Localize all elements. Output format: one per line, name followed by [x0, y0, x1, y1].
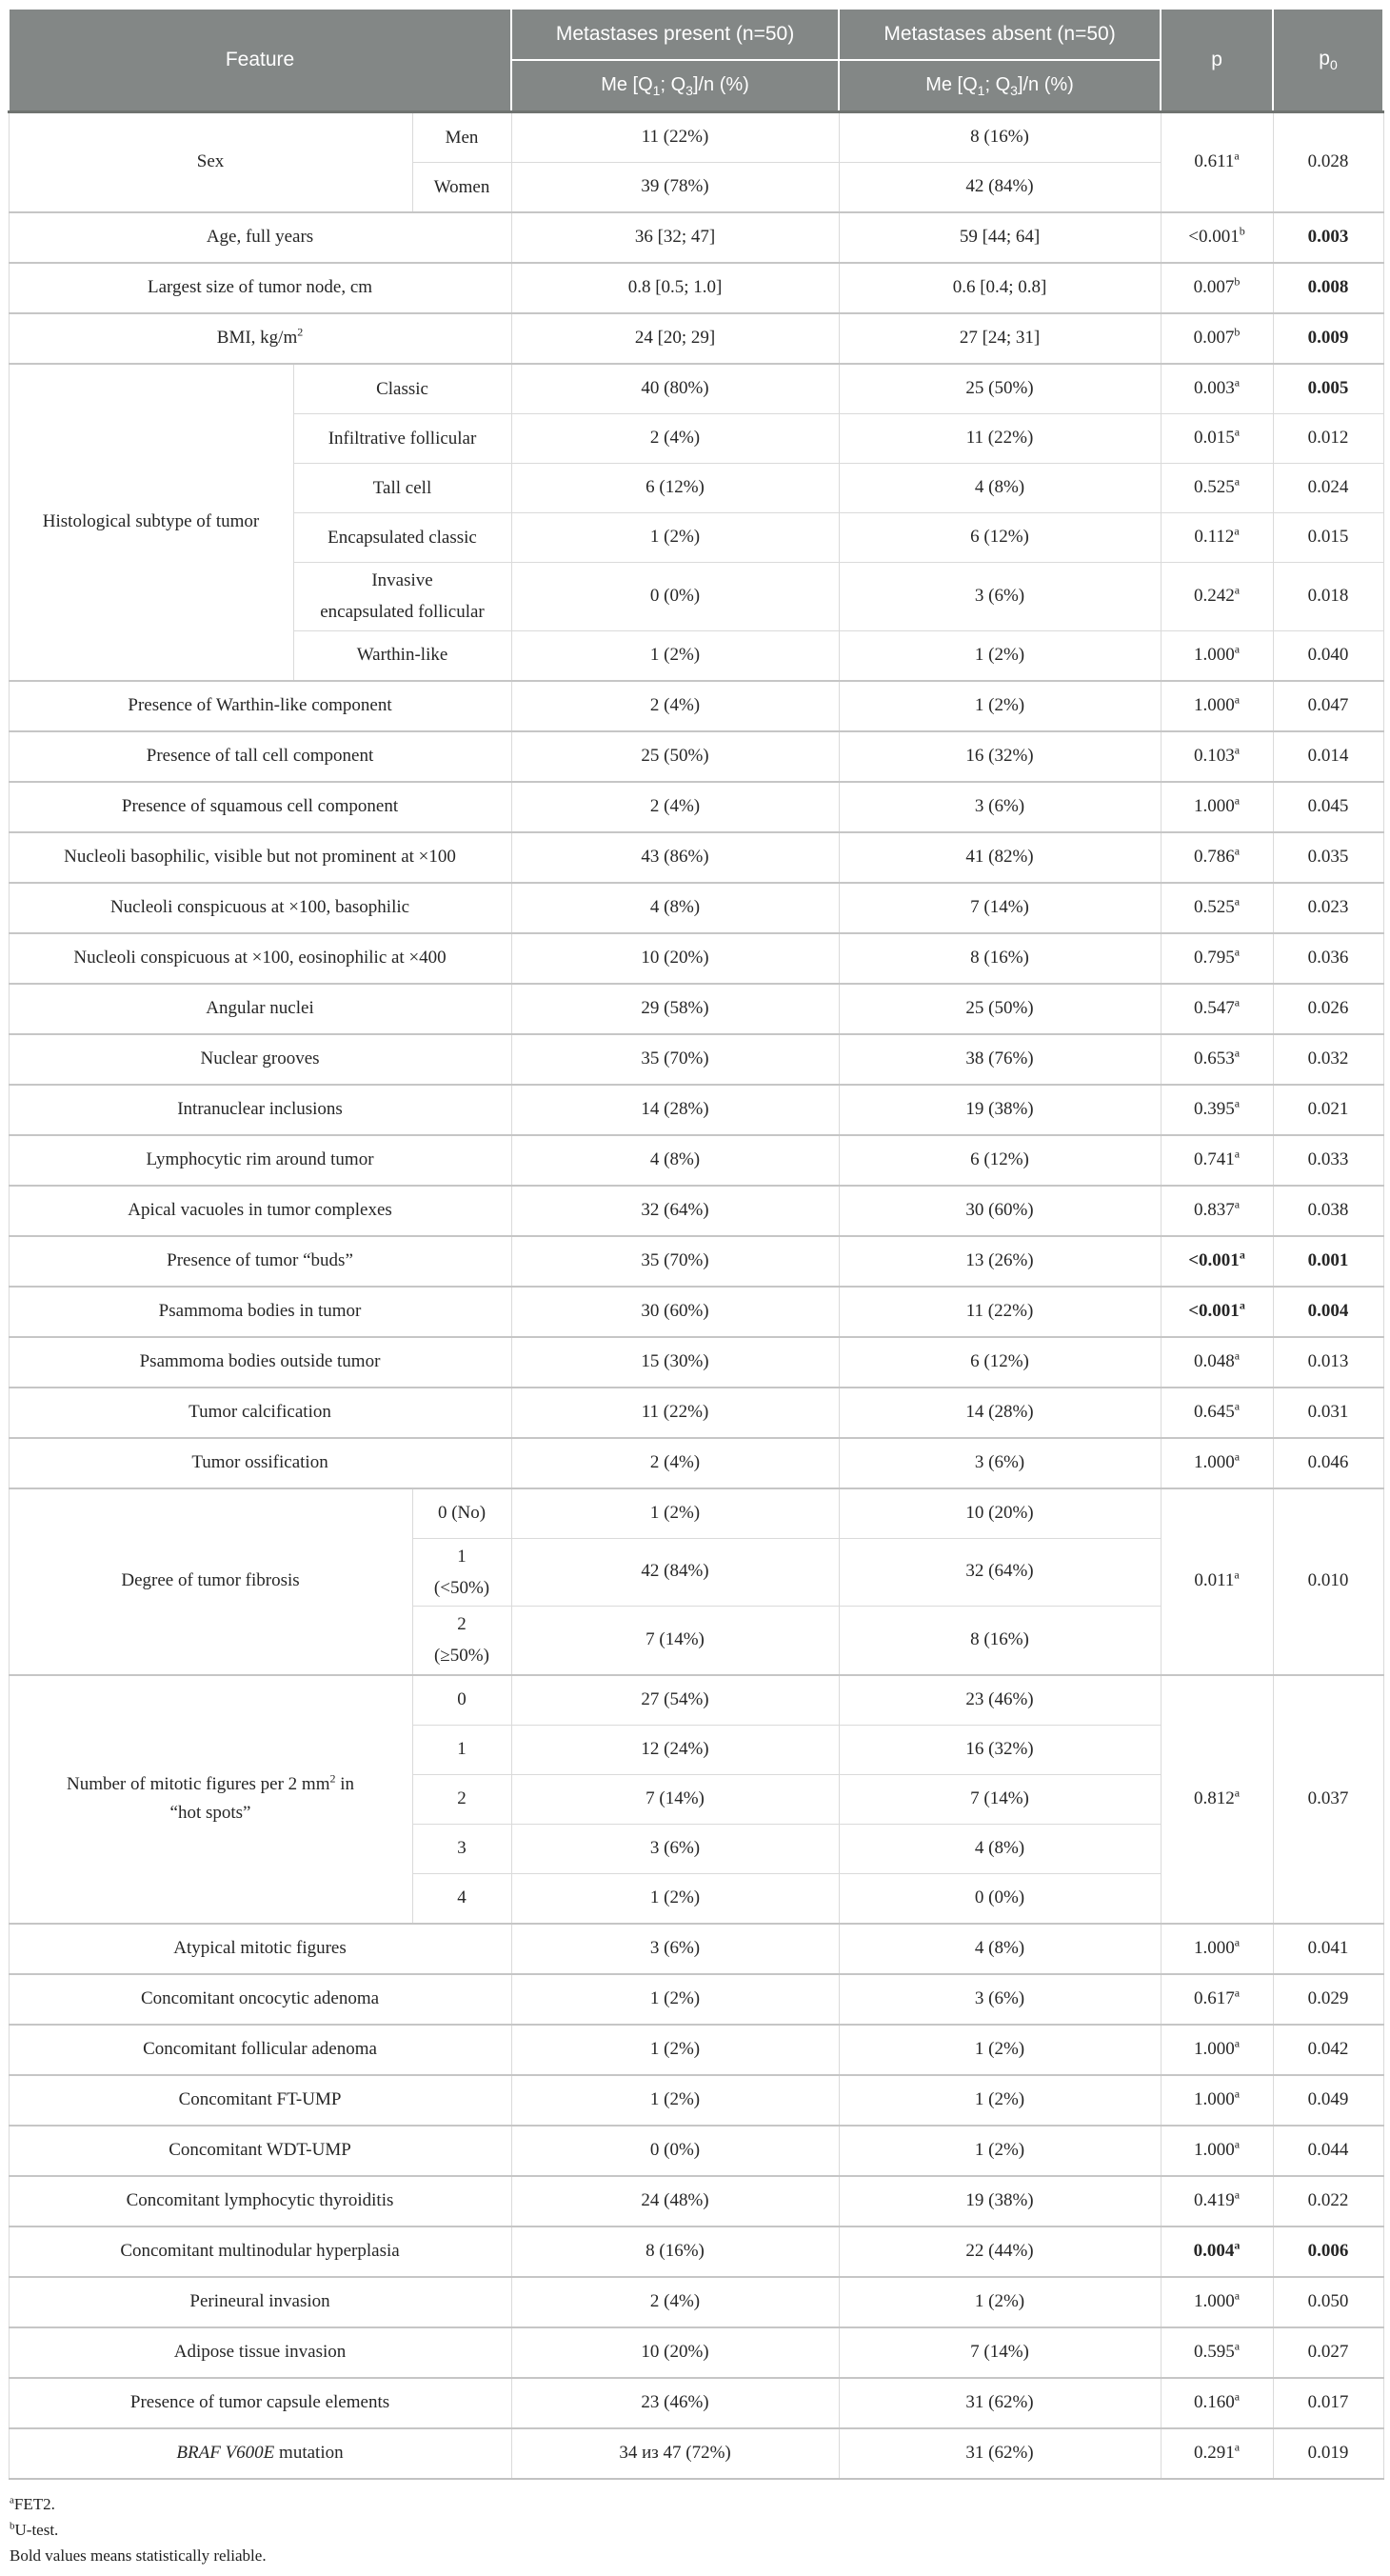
feature-cell: Presence of tall cell component: [9, 731, 511, 782]
p-value-cell: 0.001: [1273, 1236, 1383, 1287]
p-value-cell: 0.023: [1273, 883, 1383, 933]
p-value-cell: 0.611$^a$: [1161, 112, 1273, 213]
col-subheader-absent-stat: Me [$Q_1$; $Q_3]/n$ (%): [839, 60, 1161, 112]
value-cell: 35 (70%): [511, 1034, 839, 1085]
p-value-cell: 0.653$^a$: [1161, 1034, 1273, 1085]
table-body: [9, 112, 1383, 2479]
value-cell: 8 (16%): [839, 933, 1161, 984]
subfeature-cell: 1: [412, 1725, 511, 1774]
value-cell: 1 (2%): [511, 1488, 839, 1539]
value-cell: 2 (4%): [511, 2277, 839, 2327]
p-value-cell: 0.525$^a$: [1161, 883, 1273, 933]
value-cell: 7 (14%): [839, 2327, 1161, 2378]
value-cell: 30 (60%): [511, 1287, 839, 1337]
value-cell: 34 из 47 (72%): [511, 2428, 839, 2479]
value-cell: 0 (0%): [511, 563, 839, 631]
table-row: [9, 984, 1383, 1034]
p-value-cell: 0.041: [1273, 1924, 1383, 1974]
value-cell: 27 [24; 31]: [839, 313, 1161, 364]
value-cell: 11 (22%): [511, 112, 839, 163]
table-row: [9, 681, 1383, 731]
p-value-cell: 0.012: [1273, 414, 1383, 464]
p-value-cell: 0.014: [1273, 731, 1383, 782]
feature-cell: Nucleoli basophilic, visible but not prominent at ×100: [9, 832, 511, 883]
p-value-cell: 0.011$^a$: [1161, 1488, 1273, 1675]
value-cell: 19 (38%): [839, 2176, 1161, 2227]
col-header-p: p: [1161, 9, 1273, 112]
p-value-cell: 0.595$^a$: [1161, 2327, 1273, 2378]
table-row: [9, 1438, 1383, 1488]
p-value-cell: 1.000$^a$: [1161, 2025, 1273, 2075]
value-cell: 25 (50%): [511, 731, 839, 782]
p-value-cell: 0.795$^a$: [1161, 933, 1273, 984]
feature-cell: Histological subtype of tumor: [9, 364, 293, 681]
p-value-cell: 0.037: [1273, 1675, 1383, 1924]
subfeature-cell: Invasive encapsulated follicular: [293, 563, 511, 631]
p-value-cell: 0.741$^a$: [1161, 1135, 1273, 1186]
value-cell: 1 (2%): [839, 2075, 1161, 2126]
p-value-cell: 0.004: [1273, 1287, 1383, 1337]
table-row: [9, 1337, 1383, 1388]
p-value-cell: <0.001$^a$: [1161, 1236, 1273, 1287]
feature-cell: Psammoma bodies outside tumor: [9, 1337, 511, 1388]
value-cell: 31 (62%): [839, 2428, 1161, 2479]
value-cell: 3 (6%): [839, 563, 1161, 631]
feature-cell: Age, full years: [9, 212, 511, 263]
value-cell: 40 (80%): [511, 364, 839, 414]
value-cell: 7 (14%): [839, 1774, 1161, 1824]
p-value-cell: 0.021: [1273, 1085, 1383, 1135]
feature-cell: Concomitant WDT-UMP: [9, 2126, 511, 2176]
p-value-cell: 1.000$^a$: [1161, 1438, 1273, 1488]
p-value-cell: 0.047: [1273, 681, 1383, 731]
p-value-cell: 0.004$^a$: [1161, 2227, 1273, 2277]
feature-cell: Perineural invasion: [9, 2277, 511, 2327]
p-value-cell: 0.009: [1273, 313, 1383, 364]
p-value-cell: 0.010: [1273, 1488, 1383, 1675]
value-cell: 30 (60%): [839, 1186, 1161, 1236]
value-cell: 10 (20%): [511, 933, 839, 984]
value-cell: 4 (8%): [511, 883, 839, 933]
p-value-cell: 0.019: [1273, 2428, 1383, 2479]
table-row: [9, 782, 1383, 832]
table-row: [9, 731, 1383, 782]
table-row: [9, 313, 1383, 364]
value-cell: 6 (12%): [511, 464, 839, 513]
p-value-cell: 0.103$^a$: [1161, 731, 1273, 782]
col-header-feature: Feature: [9, 9, 511, 112]
subfeature-cell: Men: [412, 112, 511, 163]
footnote-b: $^b$U-test.: [10, 2520, 59, 2539]
subfeature-cell: 0: [412, 1675, 511, 1726]
value-cell: 3 (6%): [839, 1974, 1161, 2025]
value-cell: 31 (62%): [839, 2378, 1161, 2428]
value-cell: 6 (12%): [839, 1135, 1161, 1186]
feature-cell: Presence of tumor capsule elements: [9, 2378, 511, 2428]
value-cell: 14 (28%): [511, 1085, 839, 1135]
table-row: [9, 1388, 1383, 1438]
p-value-cell: 0.005: [1273, 364, 1383, 414]
value-cell: 12 (24%): [511, 1725, 839, 1774]
feature-cell: Nuclear grooves: [9, 1034, 511, 1085]
p-value-cell: 0.049: [1273, 2075, 1383, 2126]
p-value-cell: 1.000$^a$: [1161, 2126, 1273, 2176]
p-value-cell: 1.000$^a$: [1161, 2277, 1273, 2327]
value-cell: 42 (84%): [839, 163, 1161, 213]
table-row: [9, 2428, 1383, 2479]
results-table: [8, 8, 1384, 2480]
value-cell: 7 (14%): [511, 1774, 839, 1824]
table-row: [9, 212, 1383, 263]
feature-cell: Presence of squamous cell component: [9, 782, 511, 832]
p-value-cell: 1.000$^a$: [1161, 2075, 1273, 2126]
value-cell: 39 (78%): [511, 163, 839, 213]
value-cell: 0 (0%): [511, 2126, 839, 2176]
value-cell: 11 (22%): [839, 414, 1161, 464]
footnote-a: $^a$FET2.: [10, 2493, 55, 2513]
value-cell: 8 (16%): [511, 2227, 839, 2277]
value-cell: 29 (58%): [511, 984, 839, 1034]
table-row: [9, 1924, 1383, 1974]
value-cell: 13 (26%): [839, 1236, 1161, 1287]
col-header-p0: $p_0$: [1273, 9, 1383, 112]
table-row: [9, 112, 1383, 163]
feature-cell: Concomitant multinodular hyperplasia: [9, 2227, 511, 2277]
value-cell: 42 (84%): [511, 1538, 839, 1607]
p-value-cell: 0.003: [1273, 212, 1383, 263]
value-cell: 7 (14%): [839, 883, 1161, 933]
value-cell: 4 (8%): [839, 464, 1161, 513]
table-row: [9, 2378, 1383, 2428]
p-value-cell: 0.112$^a$: [1161, 513, 1273, 563]
value-cell: 24 [20; 29]: [511, 313, 839, 364]
value-cell: 3 (6%): [511, 1924, 839, 1974]
value-cell: 3 (6%): [511, 1824, 839, 1873]
p-value-cell: 0.008: [1273, 263, 1383, 313]
table-row: [9, 263, 1383, 313]
value-cell: 1 (2%): [839, 630, 1161, 681]
subfeature-cell: 4: [412, 1873, 511, 1924]
p-value-cell: 0.032: [1273, 1034, 1383, 1085]
table-row: [9, 2327, 1383, 2378]
p-value-cell: 1.000$^a$: [1161, 1924, 1273, 1974]
p-value-cell: 0.050: [1273, 2277, 1383, 2327]
table-row: [9, 2025, 1383, 2075]
value-cell: 25 (50%): [839, 364, 1161, 414]
subfeature-cell: Women: [412, 163, 511, 213]
table-row: [9, 1488, 1383, 1539]
p-value-cell: 0.036: [1273, 933, 1383, 984]
table-row: [9, 1186, 1383, 1236]
feature-cell: Tumor ossification: [9, 1438, 511, 1488]
value-cell: 1 (2%): [839, 2277, 1161, 2327]
table-row: [9, 2075, 1383, 2126]
p-value-cell: 1.000$^a$: [1161, 681, 1273, 731]
subfeature-cell: 3: [412, 1824, 511, 1873]
feature-cell: Presence of tumor “buds”: [9, 1236, 511, 1287]
p-value-cell: 0.645$^a$: [1161, 1388, 1273, 1438]
table-row: [9, 1287, 1383, 1337]
table-header: [9, 9, 1383, 112]
value-cell: 11 (22%): [511, 1388, 839, 1438]
feature-cell: Largest size of tumor node, cm: [9, 263, 511, 313]
feature-cell: Adipose tissue invasion: [9, 2327, 511, 2378]
value-cell: 15 (30%): [511, 1337, 839, 1388]
feature-cell: BRAF V600E mutation: [9, 2428, 511, 2479]
feature-cell: Number of mitotic figures per 2 $mm^2$ in “hot spots”: [9, 1675, 412, 1924]
subfeature-cell: 2 (≥50%): [412, 1607, 511, 1675]
feature-cell: Concomitant lymphocytic thyroiditis: [9, 2176, 511, 2227]
value-cell: 35 (70%): [511, 1236, 839, 1287]
value-cell: 23 (46%): [511, 2378, 839, 2428]
p-value-cell: 0.026: [1273, 984, 1383, 1034]
value-cell: 2 (4%): [511, 414, 839, 464]
p-value-cell: 0.617$^a$: [1161, 1974, 1273, 2025]
p-value-cell: 0.038: [1273, 1186, 1383, 1236]
value-cell: 4 (8%): [511, 1135, 839, 1186]
p-value-cell: 0.018: [1273, 563, 1383, 631]
p-value-cell: 0.042: [1273, 2025, 1383, 2075]
value-cell: 27 (54%): [511, 1675, 839, 1726]
feature-cell: Sex: [9, 112, 412, 213]
p-value-cell: <0.001$^b$: [1161, 212, 1273, 263]
col-subheader-present-stat: Me [$Q_1$; $Q_3]/n$ (%): [511, 60, 839, 112]
p-value-cell: 0.812$^a$: [1161, 1675, 1273, 1924]
value-cell: 3 (6%): [839, 782, 1161, 832]
value-cell: 22 (44%): [839, 2227, 1161, 2277]
table-row: [9, 2126, 1383, 2176]
value-cell: 1 (2%): [511, 2075, 839, 2126]
subfeature-cell: Warthin-like: [293, 630, 511, 681]
table-row: [9, 2277, 1383, 2327]
value-cell: 41 (82%): [839, 832, 1161, 883]
value-cell: 0.6 [0.4; 0.8]: [839, 263, 1161, 313]
p-value-cell: 0.242$^a$: [1161, 563, 1273, 631]
value-cell: 59 [44; 64]: [839, 212, 1161, 263]
feature-cell: Apical vacuoles in tumor complexes: [9, 1186, 511, 1236]
p-value-cell: 0.419$^a$: [1161, 2176, 1273, 2227]
value-cell: 2 (4%): [511, 782, 839, 832]
p-value-cell: 1.000$^a$: [1161, 782, 1273, 832]
p-value-cell: 0.395$^a$: [1161, 1085, 1273, 1135]
value-cell: 2 (4%): [511, 681, 839, 731]
table-row: [9, 933, 1383, 984]
value-cell: 4 (8%): [839, 1824, 1161, 1873]
feature-cell: Concomitant oncocytic adenoma: [9, 1974, 511, 2025]
value-cell: 1 (2%): [839, 2126, 1161, 2176]
table-row: [9, 1974, 1383, 2025]
p-value-cell: 0.029: [1273, 1974, 1383, 2025]
p-value-cell: 0.028: [1273, 112, 1383, 213]
feature-cell: Atypical mitotic figures: [9, 1924, 511, 1974]
feature-cell: Presence of Warthin-like component: [9, 681, 511, 731]
p-value-cell: 0.031: [1273, 1388, 1383, 1438]
p-value-cell: 0.017: [1273, 2378, 1383, 2428]
p-value-cell: 0.015$^a$: [1161, 414, 1273, 464]
header-row-titles: [9, 9, 1383, 60]
p-value-cell: 0.040: [1273, 630, 1383, 681]
subfeature-cell: Encapsulated classic: [293, 513, 511, 563]
value-cell: 1 (2%): [511, 2025, 839, 2075]
p-value-cell: 0.291$^a$: [1161, 2428, 1273, 2479]
subfeature-cell: 1 (<50%): [412, 1538, 511, 1607]
p-value-cell: 0.525$^a$: [1161, 464, 1273, 513]
table-row: [9, 2227, 1383, 2277]
feature-cell: Lymphocytic rim around tumor: [9, 1135, 511, 1186]
p-value-cell: 1.000$^a$: [1161, 630, 1273, 681]
p-value-cell: 0.006: [1273, 2227, 1383, 2277]
p-value-cell: 0.837$^a$: [1161, 1186, 1273, 1236]
value-cell: 8 (16%): [839, 1607, 1161, 1675]
value-cell: 38 (76%): [839, 1034, 1161, 1085]
table-row: [9, 1236, 1383, 1287]
table-row: [9, 364, 1383, 414]
value-cell: 1 (2%): [839, 2025, 1161, 2075]
p-value-cell: 0.024: [1273, 464, 1383, 513]
footnote-bold: Bold values means statistically reliable.: [10, 2546, 267, 2565]
value-cell: 6 (12%): [839, 1337, 1161, 1388]
value-cell: 19 (38%): [839, 1085, 1161, 1135]
p-value-cell: 0.044: [1273, 2126, 1383, 2176]
table-row: [9, 832, 1383, 883]
table-row: [9, 883, 1383, 933]
table-row: [9, 1034, 1383, 1085]
subfeature-cell: 0 (No): [412, 1488, 511, 1539]
value-cell: 16 (32%): [839, 1725, 1161, 1774]
feature-cell: Nucleoli conspicuous at ×100, basophilic: [9, 883, 511, 933]
subfeature-cell: Tall cell: [293, 464, 511, 513]
p-value-cell: 0.547$^a$: [1161, 984, 1273, 1034]
value-cell: 25 (50%): [839, 984, 1161, 1034]
value-cell: 1 (2%): [511, 513, 839, 563]
col-header-metastases-present: Metastases present (n=50): [511, 9, 839, 60]
value-cell: 14 (28%): [839, 1388, 1161, 1438]
p-value-cell: 0.007$^b$: [1161, 313, 1273, 364]
p-value-cell: 0.013: [1273, 1337, 1383, 1388]
value-cell: 8 (16%): [839, 112, 1161, 163]
p-value-cell: 0.007$^b$: [1161, 263, 1273, 313]
value-cell: 0 (0%): [839, 1873, 1161, 1924]
value-cell: 16 (32%): [839, 731, 1161, 782]
p-value-cell: 0.003$^a$: [1161, 364, 1273, 414]
p-value-cell: 0.035: [1273, 832, 1383, 883]
feature-cell: Angular nuclei: [9, 984, 511, 1034]
value-cell: 1 (2%): [511, 1974, 839, 2025]
value-cell: 3 (6%): [839, 1438, 1161, 1488]
p-value-cell: 0.046: [1273, 1438, 1383, 1488]
value-cell: 23 (46%): [839, 1675, 1161, 1726]
value-cell: 11 (22%): [839, 1287, 1161, 1337]
subfeature-cell: 2: [412, 1774, 511, 1824]
value-cell: 24 (48%): [511, 2176, 839, 2227]
table-row: [9, 1085, 1383, 1135]
p-value-cell: <0.001$^a$: [1161, 1287, 1273, 1337]
value-cell: 36 [32; 47]: [511, 212, 839, 263]
feature-cell: BMI, $kg/m^2$: [9, 313, 511, 364]
value-cell: 6 (12%): [839, 513, 1161, 563]
feature-cell: Degree of tumor fibrosis: [9, 1488, 412, 1675]
p-value-cell: 0.045: [1273, 782, 1383, 832]
p-value-cell: 0.027: [1273, 2327, 1383, 2378]
feature-cell: Tumor calcification: [9, 1388, 511, 1438]
value-cell: 2 (4%): [511, 1438, 839, 1488]
value-cell: 1 (2%): [839, 681, 1161, 731]
p-value-cell: 0.033: [1273, 1135, 1383, 1186]
p-value-cell: 0.022: [1273, 2176, 1383, 2227]
value-cell: 32 (64%): [511, 1186, 839, 1236]
feature-cell: Concomitant FT-UMP: [9, 2075, 511, 2126]
subfeature-cell: Classic: [293, 364, 511, 414]
value-cell: 4 (8%): [839, 1924, 1161, 1974]
p-value-cell: 0.786$^a$: [1161, 832, 1273, 883]
value-cell: 43 (86%): [511, 832, 839, 883]
table-row: [9, 1675, 1383, 1726]
value-cell: 7 (14%): [511, 1607, 839, 1675]
footnotes: [10, 2491, 1382, 2569]
value-cell: 1 (2%): [511, 1873, 839, 1924]
feature-cell: Intranuclear inclusions: [9, 1085, 511, 1135]
feature-cell: Concomitant follicular adenoma: [9, 2025, 511, 2075]
value-cell: 0.8 [0.5; 1.0]: [511, 263, 839, 313]
p-value-cell: 0.048$^a$: [1161, 1337, 1273, 1388]
value-cell: 10 (20%): [839, 1488, 1161, 1539]
subfeature-cell: Infiltrative follicular: [293, 414, 511, 464]
col-header-metastases-absent: Metastases absent (n=50): [839, 9, 1161, 60]
value-cell: 32 (64%): [839, 1538, 1161, 1607]
value-cell: 10 (20%): [511, 2327, 839, 2378]
feature-cell: Nucleoli conspicuous at ×100, eosinophilic at ×400: [9, 933, 511, 984]
table-row: [9, 1135, 1383, 1186]
p-value-cell: 0.160$^a$: [1161, 2378, 1273, 2428]
table-row: [9, 2176, 1383, 2227]
value-cell: 1 (2%): [511, 630, 839, 681]
feature-cell: Psammoma bodies in tumor: [9, 1287, 511, 1337]
p-value-cell: 0.015: [1273, 513, 1383, 563]
